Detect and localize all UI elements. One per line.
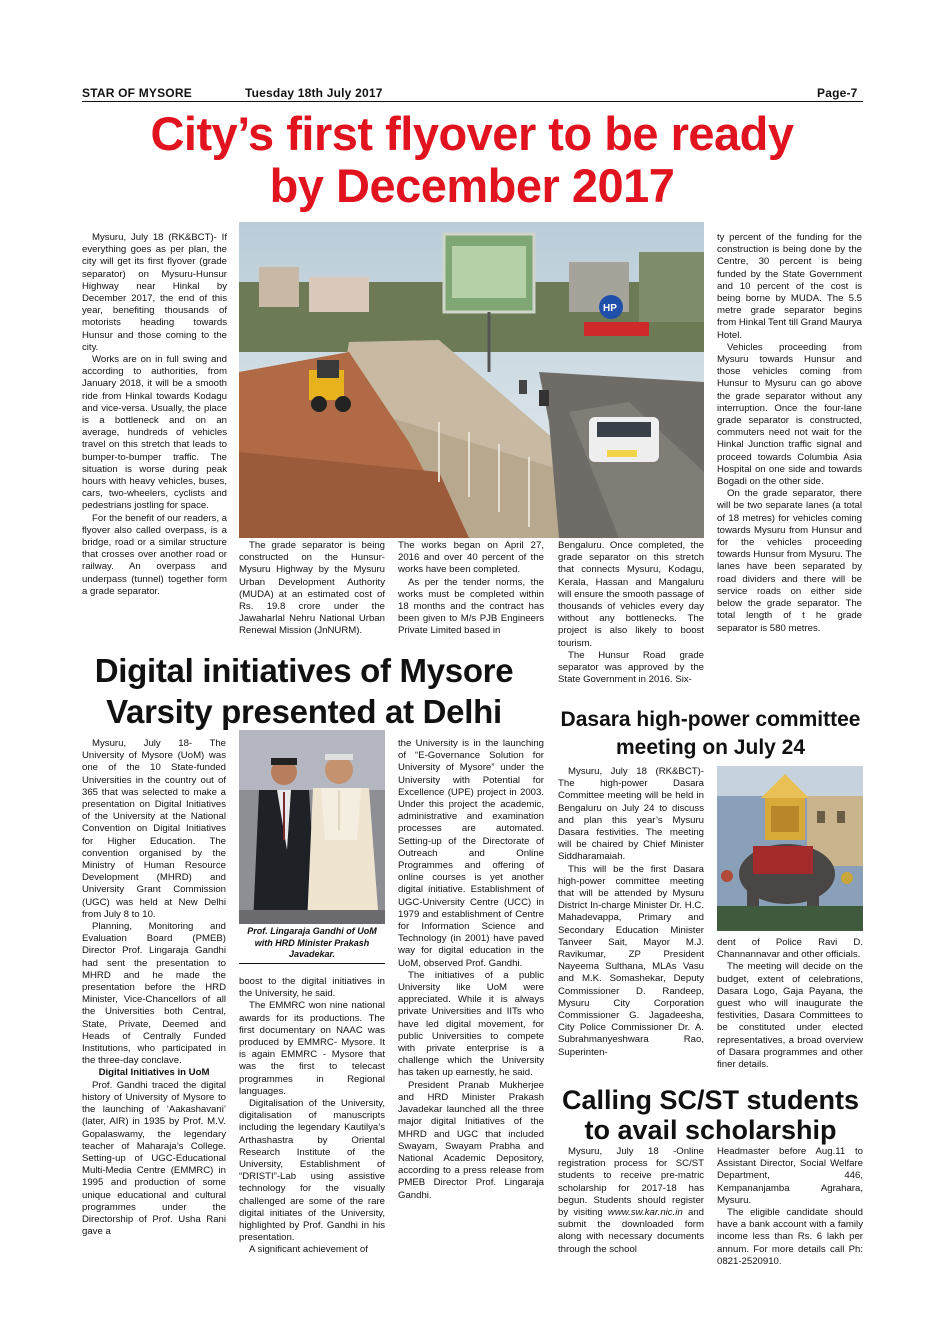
flyover-col1 (82, 232, 227, 598)
paper-name: STAR OF MYSORE (82, 86, 192, 100)
paragraph: boost to the digital initiatives in the University, he said. (239, 976, 385, 1000)
paragraph: dent of Police Ravi D. Channannavar and other officials. (717, 937, 863, 961)
paragraph: Bengaluru. Once completed, the grade separator on this stretch that connects Mysuru, Kodagu, Kerala, Hassan and Mangaluru will ensure the smooth passage of thousands of vehicles every day without any bottlenecks. The project is also likely to boost tourism. (558, 540, 704, 649)
digital-col3 (398, 738, 544, 1202)
digital-col1 (82, 738, 226, 1238)
paragraph: Planning, Monitoring and Evaluation Board (PMEB) Director Prof. Lingaraja Gandhi had sent the presentation to MHRD and he made the presentation before the HRD Minister, Vice-Chancellors of all the Universities both Central, State, Private, Deemed and Heads of Centrally Funded Institutions, who participated in the three-day conclave. (82, 921, 226, 1067)
paragraph: On the grade separator, there will be two separate lanes (a total of 18 metres) for vehicles coming towards Mysuru from Hunsur and for the vehicles proceeding towards Hunsur from Mysuru. The lanes have been separated by road dividers and there will be service roads on either side below the grade separator. The total length of t he grade separator is 580 metres. (717, 488, 862, 634)
header-rule (82, 101, 863, 102)
paragraph: As per the tender norms, the works must be completed within 18 months and the contract has been given to M/s PJB Engineers Private Limited based in (398, 576, 544, 637)
paragraph: This will be the first Dasara high-power committee meeting that will be attended by Mysuru District In-charge Minister Dr. H.C. Mahadevappa, Primary and Secondary Education Minister Tanveer Sait, Mayor M.J. Ravikumar, ZP President Nayeema Sulthana, MLAs Vasu and M.K. Somashekar, Deputy Commissioner D. Randeep, Mysuru City Corporation Commissioner G. Jagadeesha, City Police Commissioner Dr. A. Subrahmanyeshwara Rao, Superinten- (558, 863, 704, 1058)
paragraph: The Hunsur Road grade separator was approved by the State Government in 2016. Six- (558, 649, 704, 686)
flyover-headline-line2: by December 2017 (269, 159, 675, 212)
digital-headline-line1: Digital initiatives of Mysore (94, 652, 514, 689)
paragraph: Headmaster before Aug.11 to Assistant Director, Social Welfare Department, 446, Kempananjamba Agrahara, Mysuru. (717, 1146, 863, 1206)
paragraph: The initiatives of a public University like UoM were appreciated. While it is always private Universities and IITs who have led digital movement, for public Universities to compete with private enterprise is a challenge which the University has taken up earnestly, he said. (398, 969, 544, 1079)
paragraph: ty percent of the funding for the construction is being done by the Centre, 30 percent is being funded by the State Government and 10 percent of the cost is being borne by MUDA. The 5.5 metre grade separator begins from Hinkal Tent till Grand Maurya Hotel. (717, 232, 862, 341)
dasara-headline-line2: meeting on July 24 (615, 736, 806, 759)
paragraph: For the benefit of our readers, a flyover also called overpass, is a bridge, road or a similar structure that crosses over another road or railway. An overpass and underpass (tunnel) together form a grade separator. (82, 512, 227, 597)
photo-caption: Prof. Lingaraja Gandhi of UoM with HRD Minister Prakash Javadekar. (247, 926, 377, 959)
paragraph: A significant achievement of (249, 1244, 368, 1256)
scholarship-col2 (717, 1146, 863, 1268)
page-number: Page-7 (817, 86, 858, 100)
elephant-procession-icon (717, 766, 863, 931)
scholarship-text: Mysuru, July 18 -Online registration process for SC/ST students to receive pre-matric scholarship for 2017-18 has begun. Students should register by visiting (558, 1146, 704, 1219)
scholarship-headline-line2: to avail scholarship (584, 1115, 837, 1145)
paragraph: The EMMRC won nine national awards for its productions. The first documentary on NAAC was produced by EMMRC- Mysore. It is again EMMRC - Mysore that was the first to telecast programmes in Regional languages. (239, 1000, 385, 1097)
dasara-headline-line1: Dasara high-power committee (560, 708, 861, 731)
digital-col2 (239, 976, 385, 1257)
paragraph: Prof. Gandhi traced the digital history of University of Mysore to the launching of ‘Aakashavani’ (later, AIR) in 1935 by Prof. M.V. Gopalaswamy, the legendary teacher of Maharaja’s College. Setting-up of UGC-Educational Multi-Media Centre (EMMRC) in 1995 and production of some unique educational and cultural programmes under the Directorship of Prof. Usha Rani gave a (82, 1079, 226, 1238)
portrait-photo-icon (239, 730, 385, 924)
scholarship-headline-line1: Calling SC/ST students (561, 1085, 860, 1115)
paragraph: The grade separator is being constructed on the Hunsur-Mysuru Highway by the Mysuru Urban Development Authority (MUDA) at an estimated cost of Rs. 19.8 crore under the Jawaharlal Nehru National Urban Renewal Mission (JnNURM). (239, 540, 385, 637)
paragraph: Digitalisation of the University, digitalisation of manuscripts including the legendary Kautilya’s Arthashastra by Oriental Research Institute of the University, Establishment of “DRISTI”-Lab using assistive technology for the visually challenged are some of the rare digital initiates of the University, highlighted by Prof. Gandhi in his presentation. (239, 1098, 385, 1244)
issue-date: Tuesday 18th July 2017 (245, 86, 383, 100)
flyover-col3 (398, 540, 544, 638)
flyover-col2 (239, 540, 385, 638)
dasara-col2 (717, 937, 863, 1071)
flyover-headline (78, 108, 866, 212)
paragraph: The meeting will decide on the budget, extent of celebrations, Dasara Logo, Gaja Payana, the guest who will inaugurate the festivities, Dasara Committees to be constituted under elected representatives, a broad overview of Dasara programmes and other finer details. (717, 961, 863, 1071)
dasara-col1 (558, 766, 704, 1059)
paragraph: the University is in the launching of “E-Governance Solution for University of Mysore” under the University with Potential for Excellence (UPE) project in 2003. Under this project the academic, administrative and examination processes are automated. Setting-up of the Directorate of Outreach and Online Programmes and offering of online courses is yet another digital initiative. Establishment of UGC-University Centre (UCC) in 1979 and establishment of Centre for Information Science and Technology (in 2001) have paved way for digital education in the UoM, observed Prof. Gandhi. (398, 738, 544, 969)
digital-initiatives-headline (78, 650, 530, 732)
paragraph: Mysuru, July 18 (RK&BCT)- If everything goes as per plan, the city will get its first flyover (grade separator) on Mysuru-Hunsur Highway near Hinkal by December 2017, the end of this year, benefiting thousands of motorists heading towards Hunsur and those coming to the city. (82, 232, 227, 353)
scholarship-headline (558, 1085, 863, 1145)
flyover-construction-photo (239, 222, 704, 538)
paragraph: Mysuru, July 18 (RK&BCT)- The high-power Dasara Committee meeting will be held in Bengaluru on July 24 to discuss and plan this year’s Mysuru Dasara festivities. The meeting will be chaired by Chief Minister Siddharamaiah. (558, 766, 704, 863)
paragraph: Works are on in full swing and according to authorities, from January 2018, it will be a smooth ride from Hinkal towards Kodagu and vice-versa. Usually, the place is a bottleneck and on an average, hundreds of vehicles travel on this stretch that leads to bumper-to-bumper traffic. The situation is worse during peak hours with heavy vehicles, buses, cars, two-wheelers, cyclists and pedestrians jostling for space. (82, 354, 227, 512)
hp-sign-text: HP (603, 303, 617, 314)
dasara-headline (558, 706, 863, 762)
flyover-col4 (558, 540, 704, 686)
paragraph: President Pranab Mukherjee and HRD Minister Prakash Javadekar launched all the three major digital Initiatives of the MHRD and UGC that included Swayam, Swayam Prabha and National Academic Depository, according to a press release from PMEB Director Prof. Lingaraja Gandhi. (398, 1079, 544, 1201)
paragraph: The works began on April 27, 2016 and over 40 percent of the works have been completed. (398, 540, 544, 576)
digital-subhead: Digital Initiatives in UoM (98, 1067, 210, 1079)
dasara-elephant-photo (717, 766, 863, 931)
scholarship-website-link[interactable]: www.sw.kar.nic.in (607, 1207, 683, 1219)
flyover-headline-line1: City’s first flyover to be ready (150, 107, 794, 160)
paragraph: The eligible candidate should have a bank account with a family income less than Rs. 6 lakh per annum. For more details call Ph: 0821-2520910. (717, 1207, 863, 1267)
gandhi-javadekar-photo (239, 730, 385, 924)
flyover-col5 (717, 232, 862, 635)
paragraph: Vehicles proceeding from Mysuru towards Hunsur and those vehicles coming from Hunsur to Mysuru can go above the grade separator without any interruption. Once the four-lane grade separator is constructed, commuters need not wait for the Hinkal Junction traffic signal and proceed towards Columbia Asia Hospital on one side and towards Bogadi on the other side. (717, 341, 862, 488)
paragraph: Mysuru, July 18- The University of Mysore (UoM) was one of the 10 State-funded Universities in the country out of 365 that was selected to make a presentation on Digital Initiatives of the University at the National Convention on Digital Initiatives for Higher Education. The convention organised by the Ministry of Human Resource Development (MHRD) and University Grant Commission (UGC) was held at New Delhi from July 8 to 10. (82, 738, 226, 920)
caption-rule (239, 963, 385, 964)
scholarship-col1 (558, 1146, 704, 1256)
road-scene-icon (239, 222, 704, 538)
scholarship-text-end: and submit the downloaded form along with necessary documents through the school (558, 1207, 704, 1255)
digital-headline-line2: Varsity presented at Delhi (106, 693, 502, 730)
